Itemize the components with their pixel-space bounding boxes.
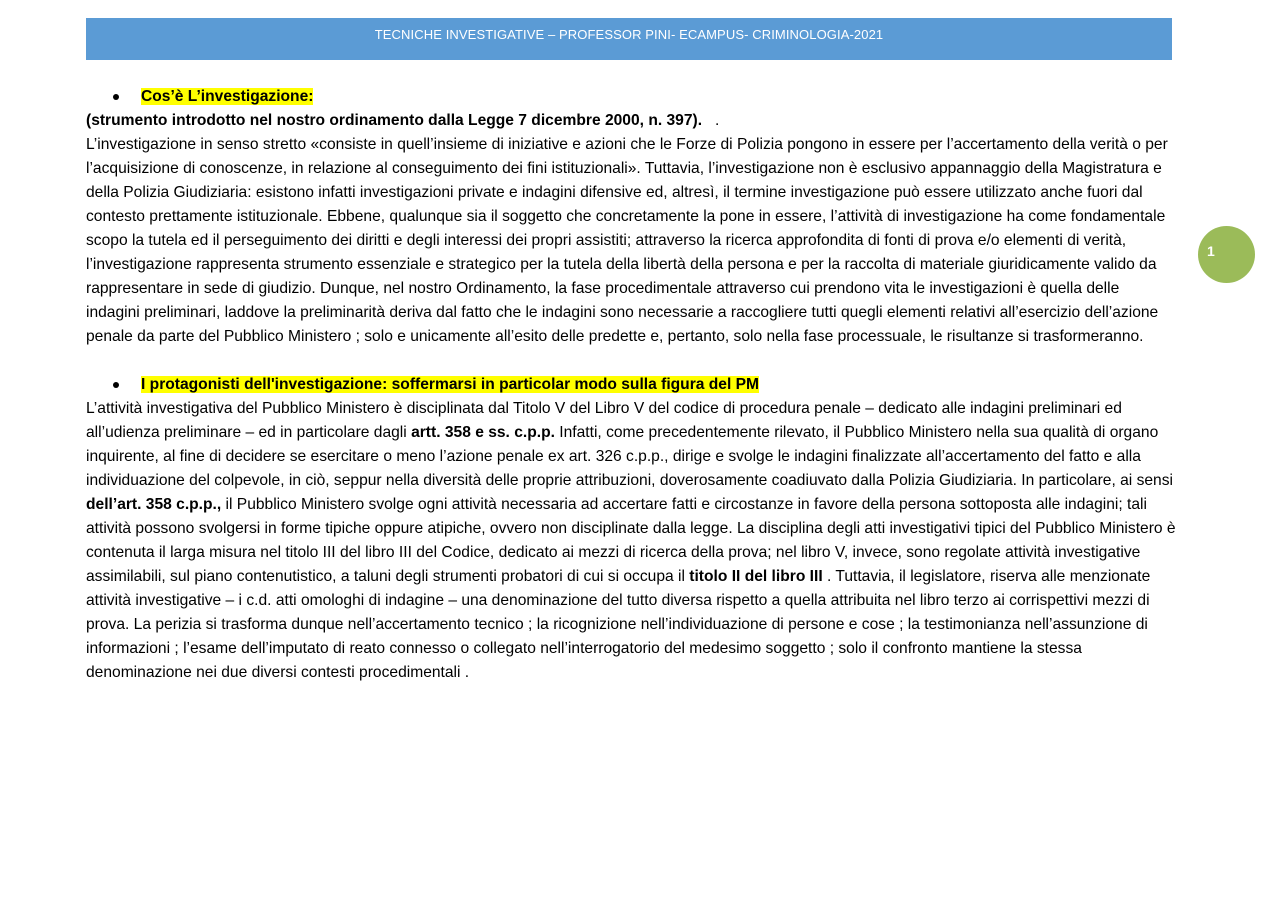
- section-spacer: [86, 349, 1176, 373]
- bullet-icon: [113, 382, 119, 388]
- section2-body-part2: Infatti, come precedentemente rilevato, il Pubblico Ministero nella sua qualità di organo inquirente, al fine di decidere se esercitare o meno l’azione penale ex art. 326 c.p.p., dirige e svolge le indagini finalizzate all’accertamento del fatto e alla individuazione del colpevole, in ciò, seppur nella diversità delle proprie attribuzioni, doverosamente coadiuvato dalla Polizia Giudiziaria. In particolare, ai sensi: [86, 424, 1173, 489]
- section1-subtitle: (strumento introdotto nel nostro ordinamento dalla Legge 7 dicembre 2000, n. 397).: [86, 112, 703, 129]
- section2-heading-item: [86, 373, 1176, 397]
- section2-body: [86, 397, 1176, 685]
- header-title: TECNICHE INVESTIGATIVE – PROFESSOR PINI- ECAMPUS- CRIMINOLOGIA-2021: [374, 27, 884, 42]
- document-body: [86, 85, 1176, 685]
- section1-subtitle-line: [86, 109, 1176, 133]
- section2-body-part3: il Pubblico Ministero svolge ogni attività necessaria ad accertare fatti e circostanze in favore della persona sottoposta alle indagini; tali attività possono svolgersi in forme tipiche oppure atipiche, ovvero non disciplinate dalla legge. La disciplina degli atti investigativi tipici del Pubblico Ministero è contenuta il larga misura nel titolo III del libro III del Codice, dedicato ai mezzi di ricerca della prova; nel libro V, invece, sono regolate attività investigative assimilabili, sul piano contenutistico, a taluni degli strumenti probatori di cui si occupa il: [86, 496, 1176, 585]
- section1-body: L’investigazione in senso stretto «consiste in quell’insieme di iniziative e azioni che le Forze di Polizia pongono in essere per l’accertamento della verità o per l’acquisizione di conoscenze, in relazione al conseguimento dei fini istituzionali». Tuttavia, l’investigazione non è esclusivo appannaggio della Magistratura e della Polizia Giudiziaria: esistono infatti investigazioni private e indagini difensive ed, altresì, il termine investigazione può essere utilizzato anche fuori dal contesto prettamente istituzionale. Ebbene, qualunque sia il soggetto che concretamente la pone in essere, l’attività di investigazione ha come fondamentale scopo la tutela ed il perseguimento dei diritti e degli interessi dei propri assistiti; attraverso la ricerca approfondita di fonti di prova e/o elementi di verità, l’investigazione rappresenta strumento essenziale e strategico per la tutela della libertà della persona e per la raccolta di materiale giuridicamente valido da rappresentare in sede di giudizio. Dunque, nel nostro Ordinamento, la fase procedimentale attraverso cui prendono vita le investigazioni è quella delle indagini preliminari, laddove la preliminarità deriva dal fatto che le indagini sono necessarie a raccogliere tutti quegli elementi relativi all’esercizio dell’azione penale da parte del Pubblico Ministero ; solo e unicamente all’esito delle predette e, pertanto, solo nella fase processuale, le risultanze si trasformeranno.: [86, 136, 1168, 345]
- section1-subtitle-tail: .: [702, 112, 720, 129]
- document-header: [86, 18, 1172, 60]
- section2-body-part4: . Tuttavia, il legislatore, riserva alle menzionate attività investigative – i c.d. atti omologhi di indagine – una denominazione del tutto diversa rispetto a quella attribuita nel libro terzo ai corrispettivi mezzi di prova. La perizia si trasforma dunque nell’accertamento tecnico ; la ricognizione nell’individuazione di persone e cose ; la testimonianza nell’assunzione di informazioni ; l’esame dell’imputato di reato connesso o collegato nell’interrogatorio del medesimo soggetto ; solo il confronto mantiene la stessa denominazione nei due diversi contesti procedimentali .: [86, 568, 1151, 681]
- section2-bold-titolo-ii: titolo II del libro III: [689, 568, 823, 585]
- section2-bold-art-358: dell’art. 358 c.p.p.,: [86, 496, 222, 513]
- section1-heading: Cos’è L’investigazione:: [141, 88, 314, 105]
- page-number: 1: [1207, 243, 1215, 259]
- section2-bold-artt-358: artt. 358 e ss. c.p.p.: [411, 424, 555, 441]
- section1-heading-item: [86, 85, 1176, 109]
- section2-body-part1: L’attività investigativa del Pubblico Ministero è disciplinata dal Titolo V del Libro V del codice di procedura penale – dedicato alle indagini preliminari ed all’udienza preliminare – ed in particolare dagli: [86, 400, 1122, 441]
- bullet-icon: [113, 94, 119, 100]
- page-number-badge: [1198, 226, 1255, 283]
- section2-heading: I protagonisti dell'investigazione: soffermarsi in particolar modo sulla figura del PM: [141, 376, 760, 393]
